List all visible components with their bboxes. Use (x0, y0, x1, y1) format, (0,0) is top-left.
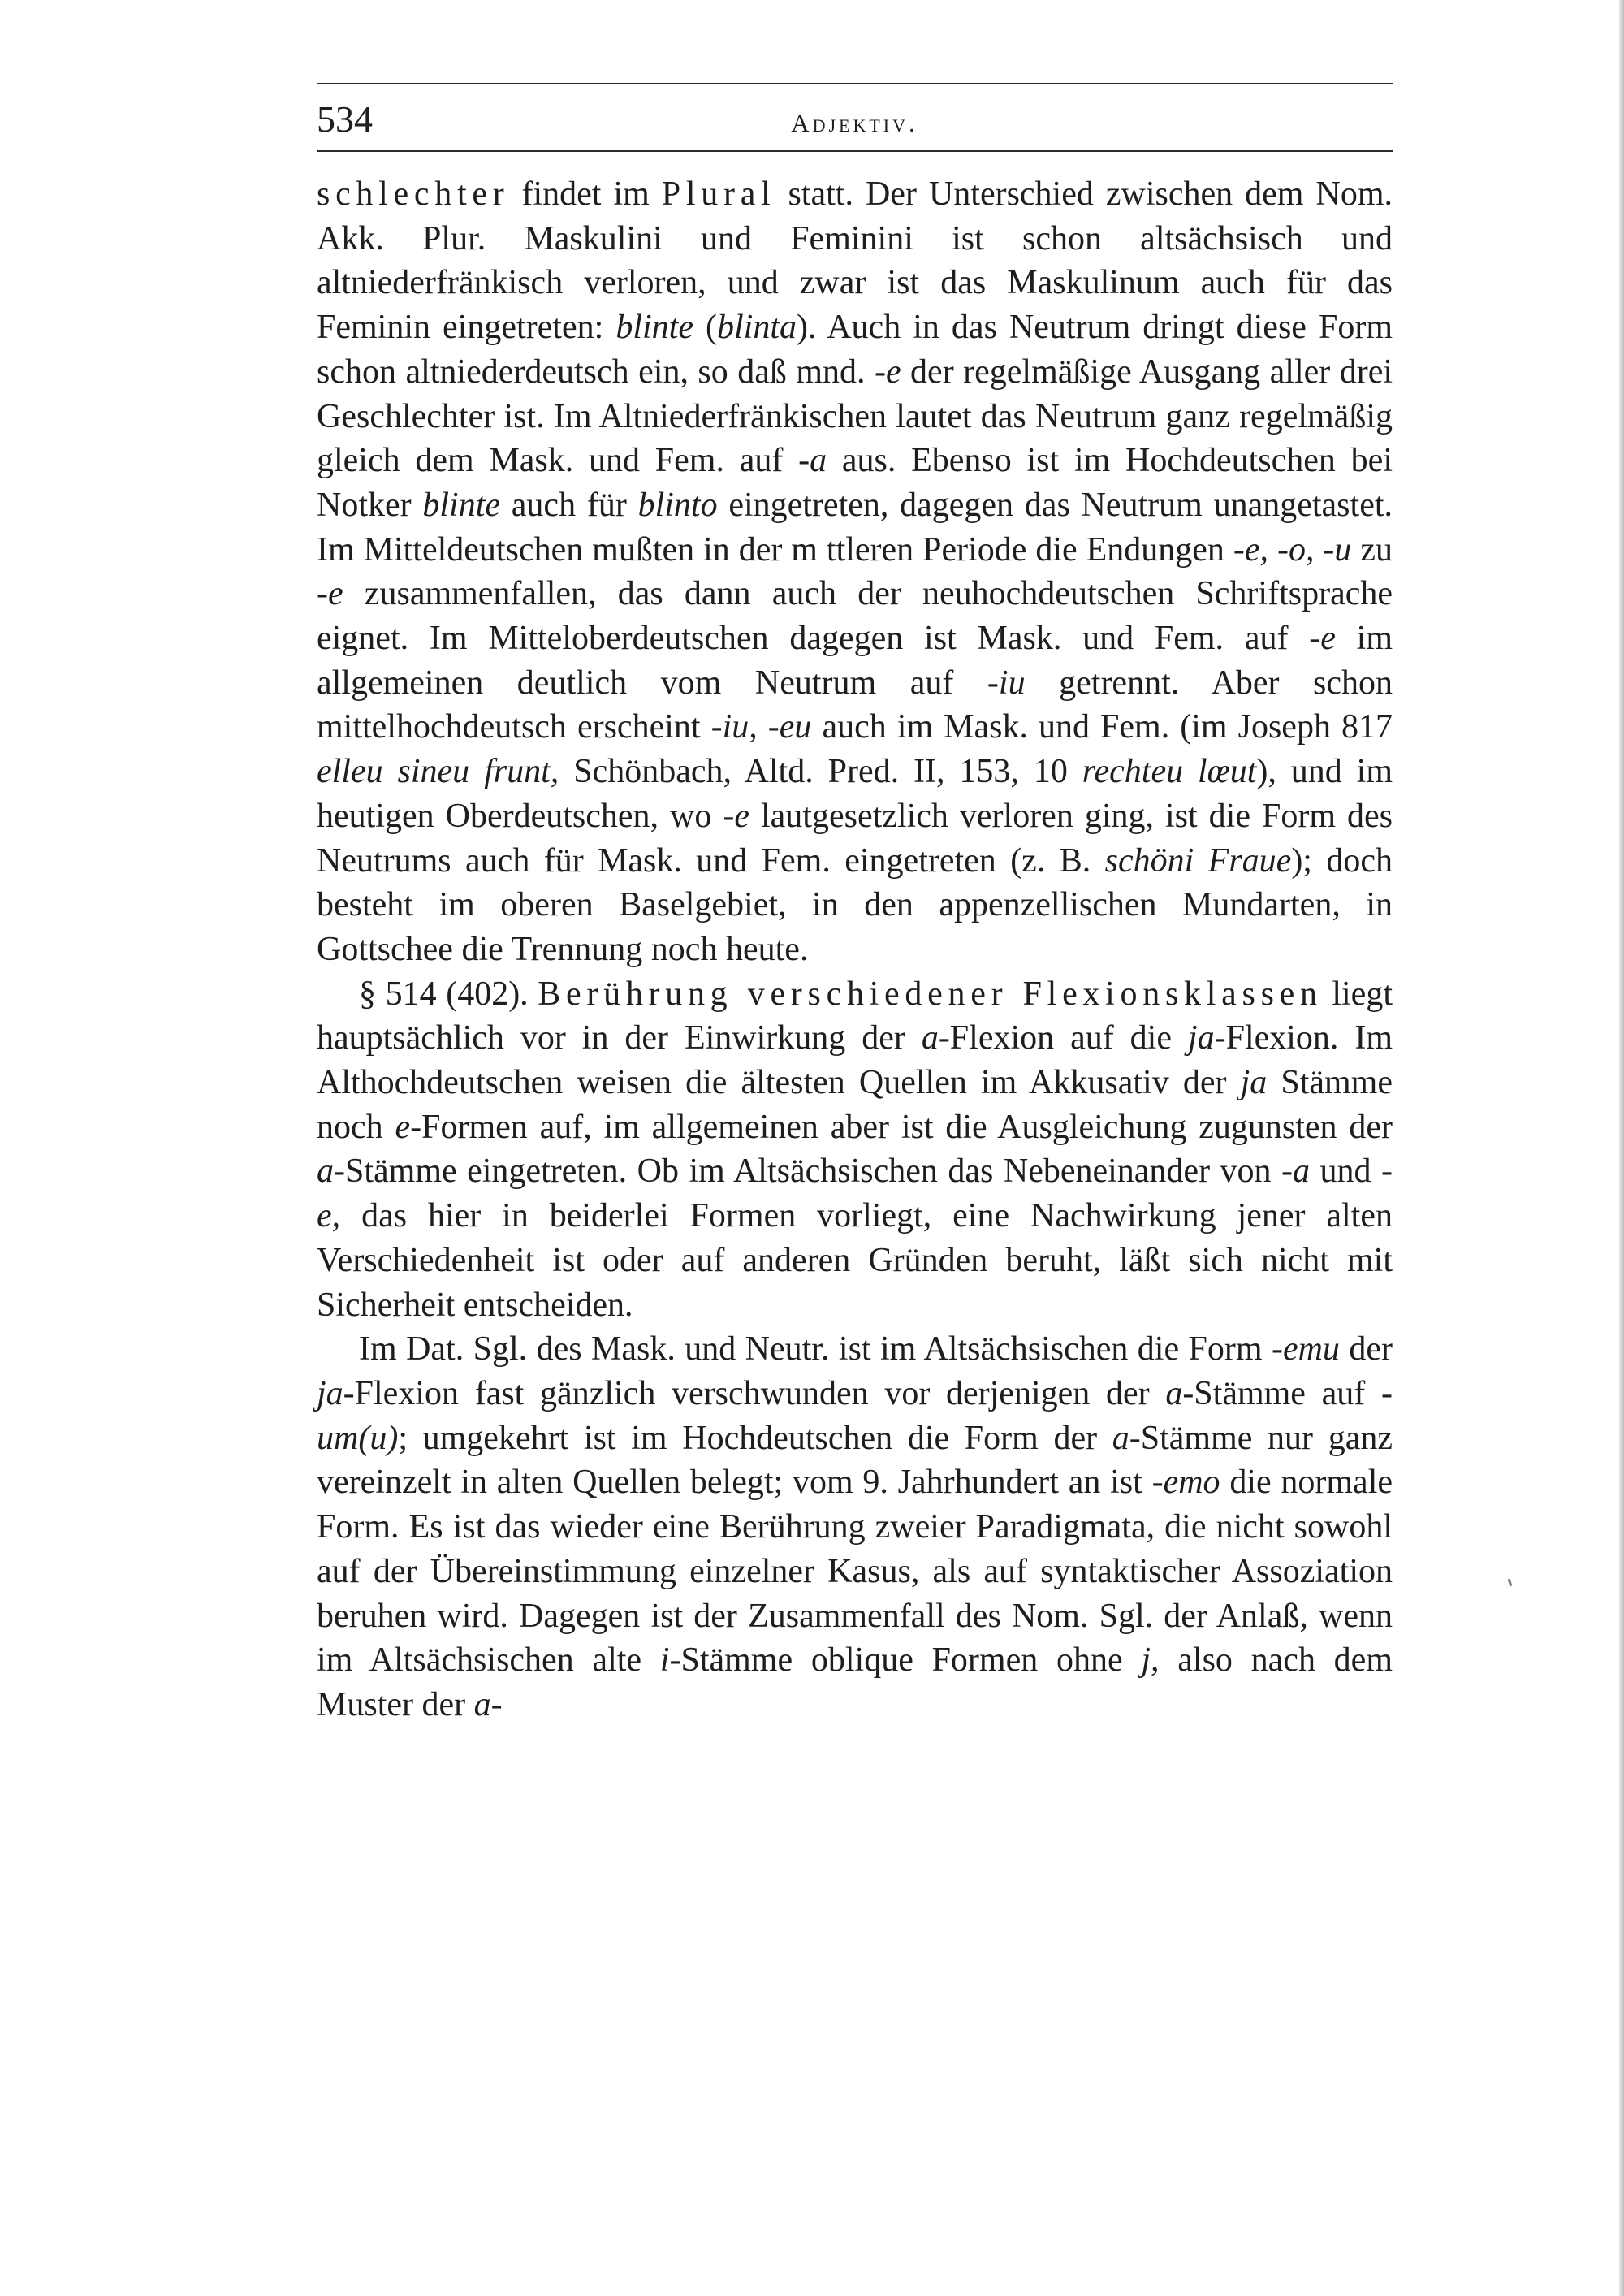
text-segment-normal: -Stämme auf (1182, 1374, 1381, 1412)
text-segment-italic: -emo (1151, 1464, 1220, 1502)
text-segment-normal: im allgemeinen deutlich vom Neutrum auf (317, 620, 1393, 702)
text-segment-italic: a- (473, 1685, 503, 1723)
text-segment-italic: -e (317, 575, 343, 613)
text-segment-italic: -e (723, 797, 749, 835)
text-segment-normal: auch für (500, 486, 638, 524)
text-segment-normal: findet im (509, 175, 662, 213)
scan-edge (1619, 0, 1624, 2296)
text-segment-spaced: Plural (661, 175, 776, 213)
text-segment-normal: -Stämme eingetreten. Ob im Altsächsischen das Nebeneinander von (334, 1152, 1282, 1191)
text-segment-italic: -e, (317, 1152, 1393, 1235)
header-top-rule (317, 83, 1393, 84)
text-segment-spaced: schlechter (317, 175, 510, 213)
text-segment-italic: rechteu lœut (1082, 753, 1257, 791)
text-segment-italic: ja (317, 1374, 343, 1412)
text-segment-normal: -Flexion fast gänzlich verschwunden vor derjenigen der (343, 1374, 1166, 1412)
text-segment-italic: blinte (615, 309, 693, 347)
text-segment-italic: -e (874, 352, 901, 391)
text-segment-italic: blinte (422, 486, 501, 524)
text-segment-normal: -Stämme oblique Formen ohne (669, 1641, 1142, 1680)
text-segment-italic: e (395, 1108, 411, 1146)
text-segment-normal: -Stämme nur ganz vereinzelt in alten Quellen belegt; vom 9. Jahrhundert an ist (317, 1419, 1393, 1502)
text-segment-spaced: Berührung verschiedener Flexionsklassen (538, 975, 1323, 1013)
text-segment-normal: der (1339, 1330, 1393, 1369)
text-segment-italic: elleu sineu frunt, (317, 753, 559, 791)
text-segment-normal: liegt hauptsächlich vor in der Einwirkung der (317, 975, 1393, 1057)
text-segment-normal: zusammenfallen, das dann auch der neuhochdeutschen Schriftsprache eignet. Im Mitteloberdeutschen dagegen ist Mask. und Fem. auf (317, 575, 1393, 658)
text-segment-normal: und (1310, 1152, 1381, 1191)
paragraph-dative (317, 1327, 1393, 1727)
text-segment-normal: lautgesetzlich verloren ging, ist die Form des Neutrums auch für Mask. und Fem. eingetreten (z. B. (317, 797, 1393, 880)
page-number: 534 (317, 98, 373, 140)
text-segment-normal: Stämme noch (317, 1064, 1393, 1146)
text-segment-normal: ), und im heutigen Oberdeutschen, wo (317, 753, 1393, 835)
text-segment-normal: ). Auch in das Neutrum dringt diese Form schon altniederdeutsch ein, so daß mnd. (317, 309, 1393, 391)
scan-speck (1508, 1579, 1513, 1586)
text-segment-italic: -iu (987, 664, 1026, 702)
text-segment-normal: Im Dat. Sgl. des Mask. und Neutr. ist im Altsächsischen die Form (359, 1330, 1272, 1369)
paragraph-continuation (317, 172, 1393, 972)
text-segment-normal: also nach dem Muster der (317, 1641, 1393, 1723)
text-segment-normal: Schönbach, Altd. Pred. II, 153, 10 (559, 753, 1082, 791)
text-segment-normal: aus. Ebenso ist im Hochdeutschen bei Notker (317, 442, 1393, 524)
text-segment-italic: blinto (637, 486, 718, 524)
text-segment-italic: ja (1240, 1064, 1268, 1102)
text-segment-normal: getrennt. Aber schon mittelhochdeutsch erscheint (317, 664, 1393, 746)
text-segment-italic: ja (1187, 1019, 1215, 1057)
text-segment-italic: schöni Fraue (1104, 841, 1292, 880)
text-segment-italic: -a (1281, 1152, 1311, 1191)
text-segment-normal: -Flexion. Im Althochdeutschen weisen die ältesten Quellen im Akkusativ der (317, 1019, 1393, 1102)
text-segment-italic: blinta (717, 309, 797, 347)
text-segment-italic: j, (1141, 1641, 1160, 1680)
running-head: Adjektiv. (791, 109, 918, 137)
text-segment-normal: eingetreten, dagegen das Neutrum unangetastet. Im Mitteldeutschen mußten in der m ttleren Periode die Endungen (317, 486, 1393, 569)
text-segment-normal: § 514 (402). (359, 975, 538, 1013)
text-segment-normal: statt. Der Unterschied zwischen dem Nom. Akk. Plur. Maskulini und Feminini ist schon altsächsisch und altniederfränkisch verloren, und zwar ist das Maskulinum auch für das Feminin eingetreten: (317, 175, 1393, 347)
text-segment-italic: a (317, 1152, 334, 1191)
text-segment-normal: die normale Form. Es ist das wieder eine Berührung zweier Paradigmata, die nicht sowohl auf der Übereinstimmung einzelner Kasus, als auf syntaktischer Assoziation beruhen wird. Dagegen ist der Zusammenfall des Nom. Sgl. der Anlaß, wenn im Altsächsischen alte (317, 1464, 1393, 1680)
text-segment-italic: a (921, 1019, 939, 1057)
text-segment-italic: i (659, 1641, 670, 1680)
text-segment-italic: -a (798, 442, 827, 480)
text-segment-italic: -e, -o, -u (1233, 530, 1352, 569)
header-bottom-rule (317, 150, 1393, 152)
text-segment-normal: -Flexion auf die (938, 1019, 1188, 1057)
text-segment-italic: -um(u) (317, 1374, 1393, 1457)
page-header (317, 94, 1393, 143)
text-segment-normal: das hier in beiderlei Formen vorliegt, eine Nachwirkung jener alten Verschiedenheit ist oder auf anderen Gründen beruht, läßt sich nicht mit Sicherheit entscheiden. (317, 1197, 1393, 1324)
text-segment-normal: auch im Mask. und Fem. (im Joseph 817 (811, 708, 1393, 746)
text-segment-normal: ; umgekehrt ist im Hochdeutschen die Form der (398, 1419, 1112, 1457)
text-segment-italic: a (1165, 1374, 1183, 1412)
text-segment-normal: -Formen auf, im allgemeinen aber ist die Ausgleichung zugunsten der (410, 1108, 1393, 1146)
text-segment-italic: a (1112, 1419, 1129, 1457)
text-segment-normal: der regelmäßige Ausgang aller drei Geschlechter ist. Im Altniederfränkischen lautet das Neutrum ganz regelmäßig gleich dem Mask. und Fem. auf (317, 352, 1393, 480)
text-segment-italic: -iu, -eu (710, 708, 812, 746)
text-segment-normal: ); doch besteht im oberen Baselgebiet, in den appenzellischen Mundarten, in Gottschee die Trennung noch heute. (317, 841, 1393, 968)
paragraph-section-514 (317, 972, 1393, 1328)
body-text (317, 172, 1393, 1727)
text-segment-normal: ( (693, 309, 717, 347)
text-segment-italic: -e (1309, 620, 1336, 658)
text-segment-italic: -emu (1271, 1330, 1340, 1369)
text-segment-normal: zu (1351, 530, 1393, 569)
